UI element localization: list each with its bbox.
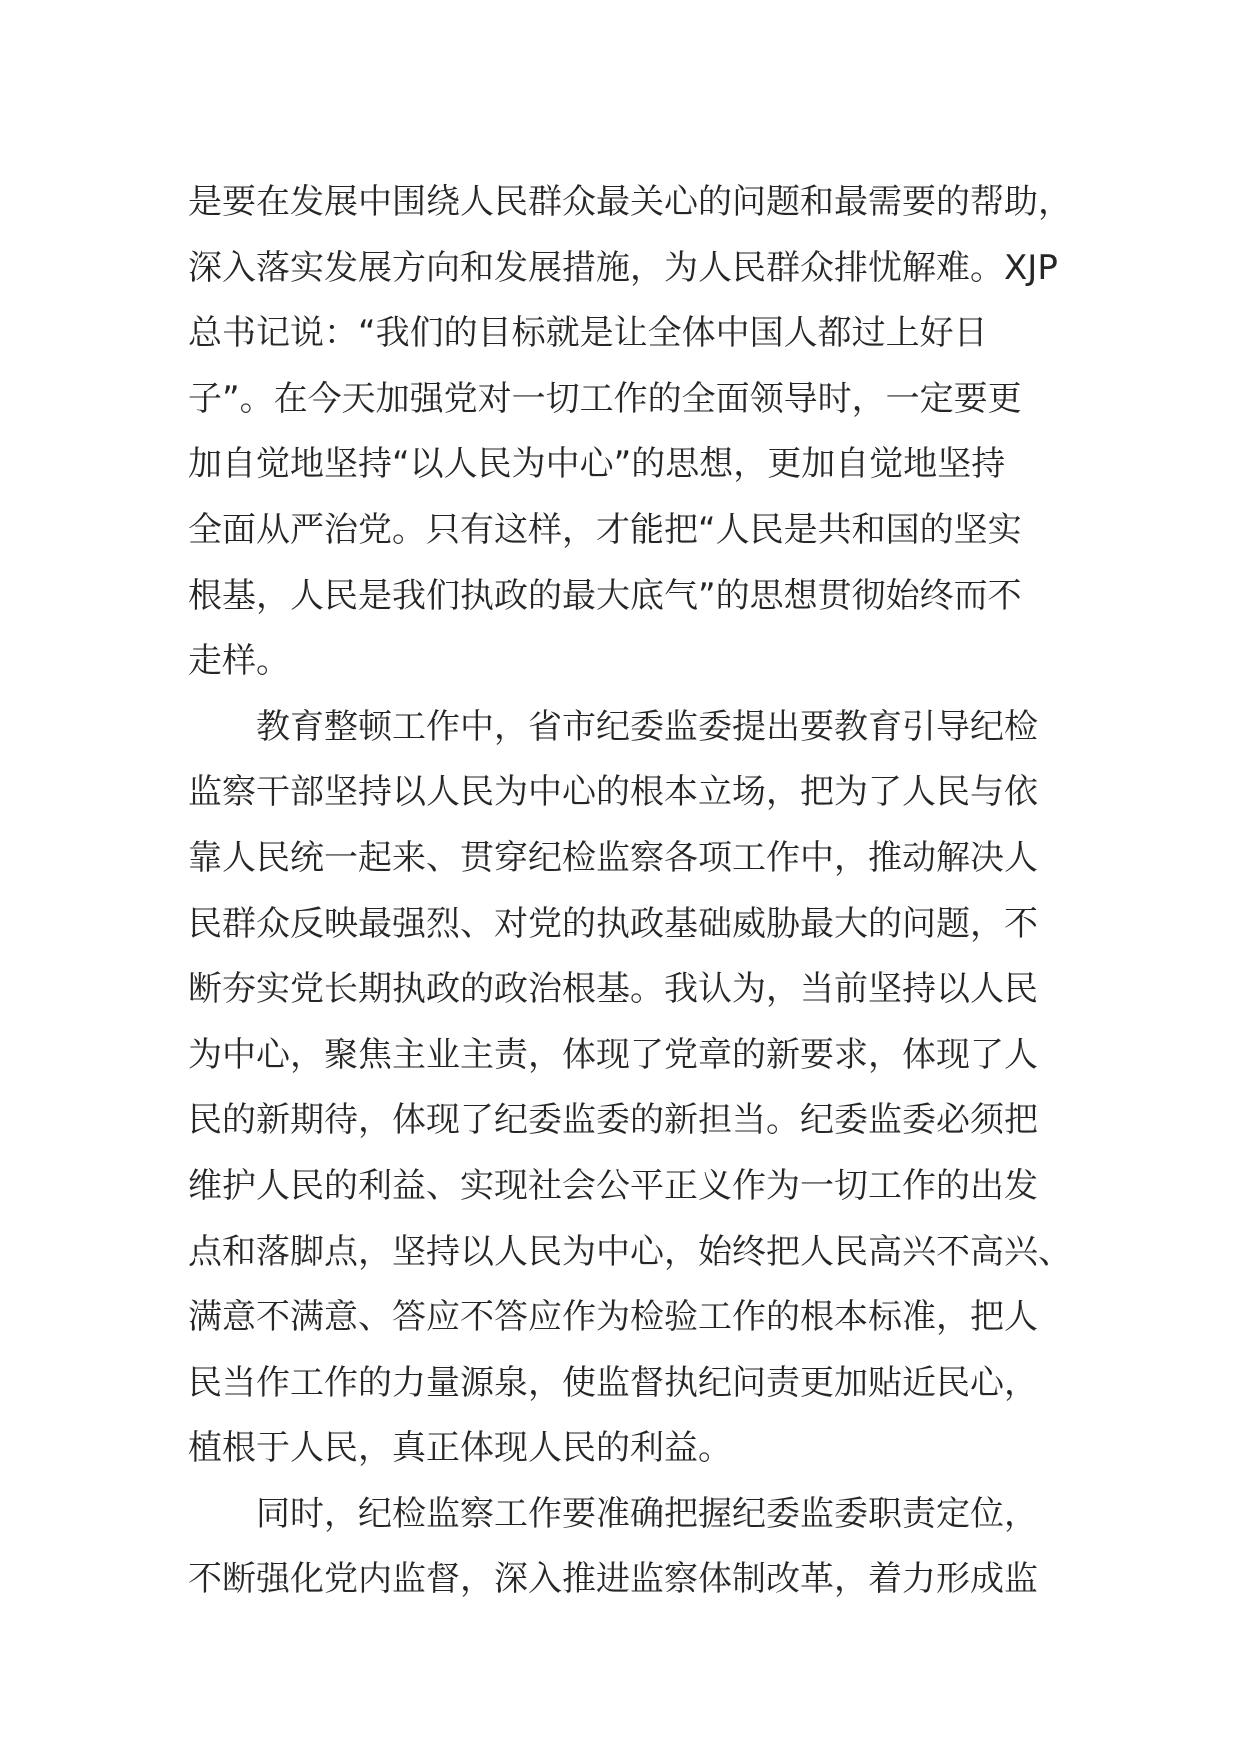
text-line: 点和落脚点，坚持以人民为中心，始终把人民高兴不高兴、	[188, 1231, 1072, 1272]
text-line: 根基，人民是我们执政的最大底气”的思想贯彻始终而不	[188, 575, 1022, 616]
text-line: 为中心，聚焦主业主责，体现了党章的新要求，体现了人	[188, 1034, 1038, 1075]
text-line: 加自觉地坚持“以人民为中心”的思想，更加自觉地坚持	[188, 444, 1006, 485]
text-line: 民当作工作的力量源泉，使监督执纪问责更加贴近民心，	[188, 1362, 1038, 1403]
text-line: 是要在发展中围绕人民群众最关心的问题和最需要的帮助，	[188, 182, 1072, 222]
text-line: 不断强化党内监督，深入推进监察体制改革，着力形成监	[188, 1559, 1038, 1600]
text-line: 维护人民的利益、实现社会公平正义作为一切工作的出发	[188, 1165, 1038, 1206]
text-line: 总书记说：“我们的目标就是让全体中国人都过上好日	[188, 313, 988, 354]
text-line: 靠人民统一起来、贯穿纪检监察各项工作中，推动解决人	[188, 837, 1038, 878]
text-line: 民群众反映最强烈、对党的执政基础威胁最大的问题，不	[188, 903, 1038, 944]
body-text	[188, 170, 1072, 1613]
text-line: 深入落实发展方向和发展措施，为人民群众排忧解难。XJP	[188, 247, 1058, 288]
text-line: 全面从严治党。只有这样，才能把“人民是共和国的坚实	[188, 509, 1022, 550]
text-line: 断夯实党长期执政的政治根基。我认为，当前坚持以人民	[188, 969, 1038, 1010]
text-line: 子”。在今天加强党对一切工作的全面领导时，一定要更	[188, 378, 1022, 419]
paragraph-start-line: 同时，纪检监察工作要准确把握纪委监委职责定位，	[256, 1493, 1038, 1534]
text-line: 植根于人民，真正体现人民的利益。	[188, 1428, 732, 1469]
text-line: 满意不满意、答应不答应作为检验工作的根本标准，把人	[188, 1297, 1038, 1338]
text-line: 走样。	[188, 641, 290, 682]
text-line: 监察干部坚持以人民为中心的根本立场，把为了人民与依	[188, 772, 1038, 813]
text-line: 民的新期待，体现了纪委监委的新担当。纪委监委必须把	[188, 1100, 1038, 1141]
paragraph-start-line: 教育整顿工作中，省市纪委监委提出要教育引导纪检	[256, 706, 1038, 747]
